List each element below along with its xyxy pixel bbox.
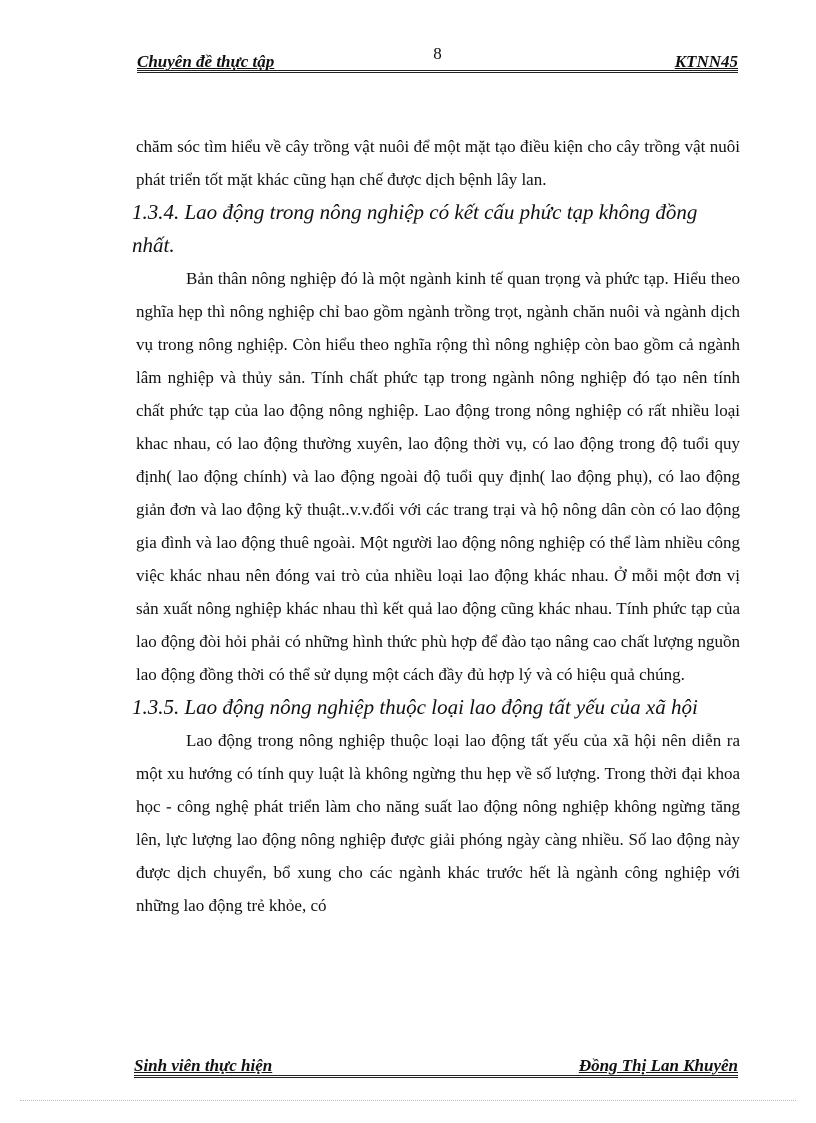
header-rule	[137, 70, 738, 73]
page-number: 8	[433, 44, 442, 63]
section-heading-1-3-4: 1.3.4. Lao động trong nông nghiệp có kết cấu phức tạp không đồng nhất.	[132, 200, 698, 257]
paragraph-necessity: Lao động trong nông nghiệp thuộc loại lao động tất yếu của xã hội nên diễn ra một xu hướng có tính quy luật là không ngừng thu hẹp về số lượng. Trong thời đại khoa học - công nghệ phát triển làm cho năng suất lao động nông nghiệp không ngừng tăng lên, lực lượng lao động nông nghiệp được giải phóng ngày càng nhiều. Số lao động này được dịch chuyển, bổ xung cho các ngành khác trước hết là ngành công nghiệp với những lao động trẻ khỏe, có	[136, 731, 740, 915]
footer-student-name: Đồng Thị Lan Khuyên	[578, 1056, 738, 1075]
header-title: Chuyên đề thực tập	[137, 52, 275, 71]
paragraph-intro: chăm sóc tìm hiểu về cây trồng vật nuôi để một mặt tạo điều kiện cho cây trồng vật nuôi phát triển tốt mặt khác cũng hạn chế được dịch bệnh lây lan.	[136, 137, 740, 189]
page-header	[137, 44, 738, 72]
page-bottom-dotted-line	[20, 1100, 796, 1101]
footer-rule	[134, 1075, 738, 1078]
header-code: KTNN45	[674, 52, 738, 71]
paragraph-structure: Bản thân nông nghiệp đó là một ngành kinh tế quan trọng và phức tạp. Hiểu theo nghĩa hẹp thì nông nghiệp chỉ bao gồm ngành trồng trọt, ngành chăn nuôi và ngành dịch vụ trong nông nghiệp. Còn hiểu theo nghĩa rộng thì nông nghiệp còn bao gồm cả ngành lâm nghiệp và thủy sản. Tính chất phức tạp trong ngành nông nghiệp đó tạo nên tính chất phức tạp của lao động nông nghiệp. Lao động trong nông nghiệp có rất nhiều loại khac nhau, có lao động thường xuyên, lao động thời vụ, có lao động trong độ tuổi quy định( lao động chính) và lao động ngoài độ tuổi quy định( lao động phụ), có lao động giản đơn và lao động kỹ thuật..v.v.đối với các trang trại và hộ nông dân còn có lao động gia đình và lao động thuê ngoài. Một người lao động nông nghiệp có thể làm nhiều công việc khác nhau nên đóng vai trò của nhiều loại lao động khác nhau. Ở mỗi một đơn vị sản xuất nông nghiệp khác nhau thì kết quả lao động cũng khác nhau. Tính phức tạp của lao động đòi hỏi phải có những hình thức phù hợp để đào tạo nâng cao chất lượng nguồn lao động đồng thời có thể sử dụng một cách đầy đủ hợp lý và có hiệu quả chúng.	[136, 269, 740, 684]
page-body	[132, 130, 740, 922]
footer-student-label: Sinh viên thực hiện	[134, 1056, 273, 1075]
section-heading-1-3-5: 1.3.5. Lao động nông nghiệp thuộc loại lao động tất yếu của xã hội	[132, 695, 698, 719]
page-footer	[134, 1052, 738, 1082]
